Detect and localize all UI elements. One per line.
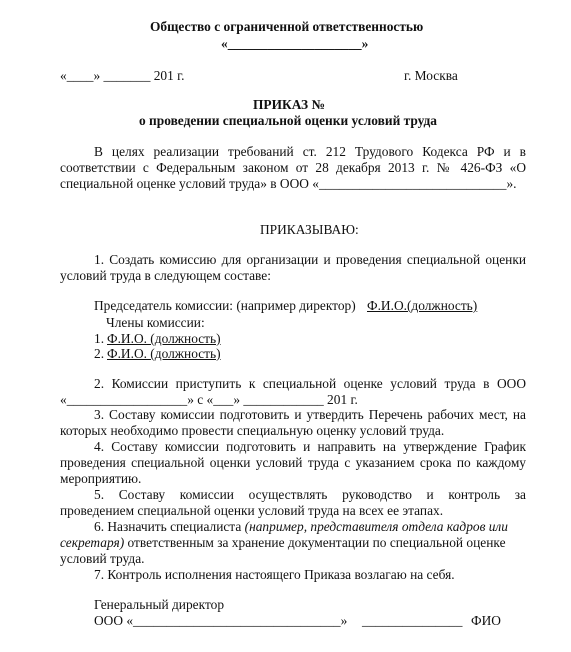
item-6-example-note-cont: секретаря): [60, 535, 125, 550]
signature-name: ФИО: [471, 613, 501, 628]
item-6-line-1: [94, 519, 508, 535]
item-6-text: 6. Назначить специалиста: [94, 519, 245, 534]
member-2-number: 2.: [94, 346, 105, 361]
member-2-name: Ф.И.О. (должность): [107, 346, 221, 361]
preamble-line-2: соответствии с Федеральным законом от 28 декабря 2013 г. № 426-ФЗ «О: [60, 160, 526, 175]
signature-line: _______________: [362, 613, 463, 628]
item-6-text-cont: ответственным за хранение документации по специальной оценке: [124, 535, 506, 550]
order-title: ПРИКАЗ №: [253, 97, 325, 112]
order-date: «____» _______ 201 г.: [60, 68, 185, 83]
item-7: 7. Контроль исполнения настоящего Приказа возлагаю на себя.: [94, 567, 455, 582]
order-word: ПРИКАЗЫВАЮ:: [260, 222, 359, 237]
item-2-line-1: 2. Комиссии приступить к специальной оценке условий труда в ООО: [94, 376, 526, 391]
item-4-line-2: проведения специальной оценки условий труда с указанием срока по каждому: [60, 455, 526, 470]
member-1-name: Ф.И.О. (должность): [107, 331, 221, 346]
preamble-line-3: специальной оценке условий труда» в ООО «____________________________».: [60, 176, 517, 191]
order-subtitle: о проведении специальной оценки условий труда: [139, 113, 437, 128]
org-name-blank: «____________________»: [221, 36, 369, 51]
item-1-line-2: условий труда в следующем составе:: [60, 268, 271, 283]
item-4-line-3: мероприятию.: [60, 471, 142, 486]
item-6-example-note: (например, представителя отдела кадров или: [244, 519, 508, 534]
preamble-line-1: В целях реализации требований ст. 212 Трудового Кодекса РФ и в: [94, 144, 526, 159]
chair-name: Ф.И.О.(должность): [367, 298, 478, 313]
signature-org: ООО «_______________________________»: [94, 613, 348, 628]
chair-label: Председатель комиссии: (например директор): [94, 298, 356, 313]
item-6-line-3: условий труда.: [60, 551, 145, 566]
item-3-line-1: 3. Составу комиссии подготовить и утвердить Перечень рабочих мест, на: [94, 407, 526, 422]
org-name-line: Общество с ограниченной ответственностью: [150, 19, 424, 34]
item-5-line-1: 5. Составу комиссии осуществлять руководство и контроль за: [94, 487, 526, 502]
order-city: г. Москва: [404, 68, 458, 83]
member-1-number: 1.: [94, 331, 105, 346]
item-4-line-1: 4. Составу комиссии подготовить и направить на утверждение График: [94, 439, 526, 454]
signature-position: Генеральный директор: [94, 597, 225, 612]
item-3-line-2: которых необходимо провести специальную оценку условий труда.: [60, 423, 445, 438]
item-6-line-2: [60, 535, 506, 551]
item-1-line-1: 1. Создать комиссию для организации и проведения специальной оценки: [94, 252, 526, 267]
members-label: Члены комиссии:: [106, 315, 205, 330]
item-2-line-2: «__________________» с «___» ____________ 201 г.: [60, 392, 358, 407]
item-5-line-2: проведением специальной оценки условий труда на всех ее этапах.: [60, 503, 444, 518]
